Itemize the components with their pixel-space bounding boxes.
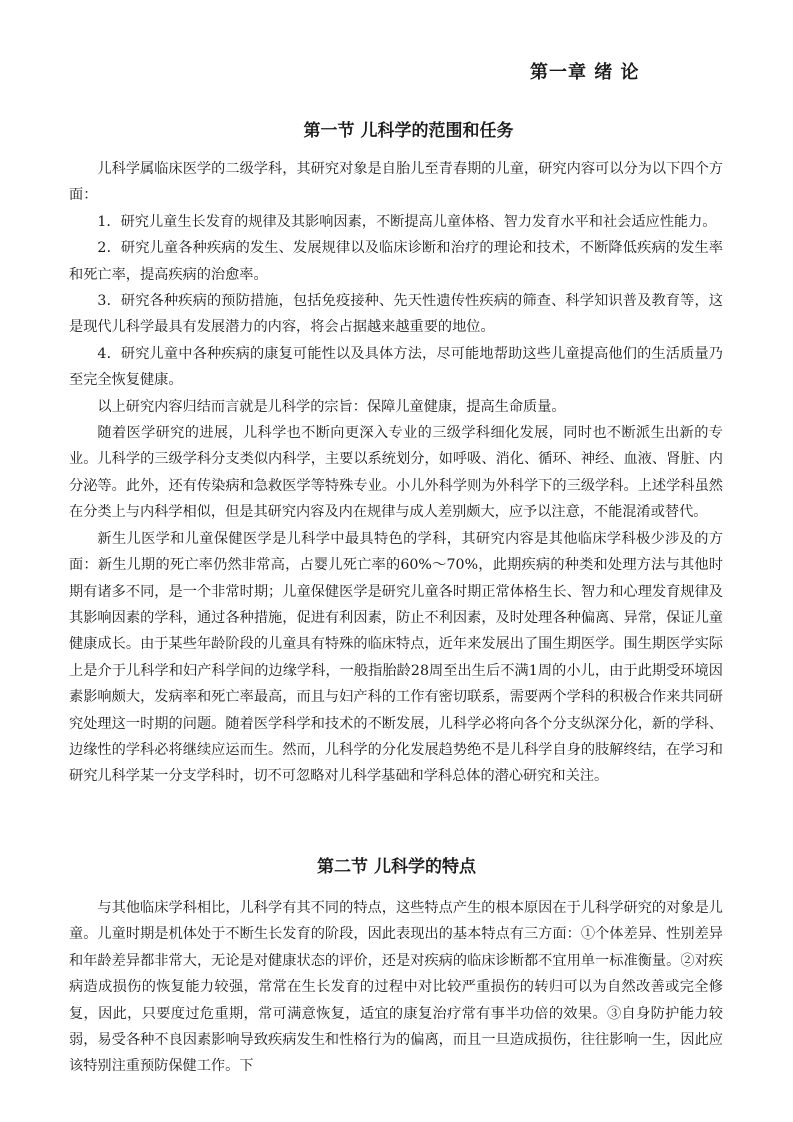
paragraph-intro: 儿科学属临床医学的二级学科，其研究对象是自胎儿至青春期的儿童，研究内容可以分为以下四个方面： bbox=[69, 161, 723, 204]
section-1-body bbox=[69, 156, 723, 790]
section-2-body bbox=[69, 895, 723, 1080]
section-1-title: 第一节 儿科学的范围和任务 bbox=[303, 121, 514, 141]
paragraph-item-3: 3．研究各种疾病的预防措施，包括免疫接种、先天性遗传性疾病的筛查、科学知识普及教育等，这是现代儿科学最具有发展潜力的内容，将会占据越来越重要的地位。 bbox=[69, 293, 723, 336]
paragraph-characteristics: 与其他临床学科相比，儿科学有其不同的特点，这些特点产生的根本原因在于儿科学研究的对象是儿童。儿童时期是机体处于不断生长发育的阶段，因此表现出的基本特点有三方面：①个体差异、性别差异和年龄差异都非常大，无论是对健康状态的评价，还是对疾病的临床诊断都不宜用单一标准衡量。②对疾病造成损伤的恢复能力较强，常常在生长发育的过程中对比较严重损伤的转归可以为自然改善或完全修复，因此，只要度过危重期，常可满意恢复，适宜的康复治疗常有事半功倍的效果。③自身防护能力较弱，易受各种不良因素影响导致疾病发生和性格行为的偏离，而且一旦造成损伤，往往影响一生，因此应该特别注重预防保健工作。下 bbox=[69, 900, 723, 1075]
paragraph-item-4: 4．研究儿童中各种疾病的康复可能性以及具体方法，尽可能地帮助这些儿童提高他们的生活质量乃至完全恢复健康。 bbox=[69, 345, 723, 389]
chapter-title: 第一章 绪 论 bbox=[530, 62, 640, 83]
paragraph-summary: 以上研究内容归结而言就是儿科学的宗旨：保障儿童健康，提高生命质量。 bbox=[97, 398, 566, 415]
paragraph-item-1: 1．研究儿童生长发育的规律及其影响因素，不断提高儿童体格、智力发育水平和社会适应性能力。 bbox=[97, 213, 717, 230]
paragraph-subspecialties: 随着医学研究的进展，儿科学也不断向更深入专业的三级学科细化发展，同时也不断派生出新的专业。儿科学的三级学科分支类似内科学，主要以系统划分，如呼吸、消化、循环、神经、血液、肾脏、内分泌等。此外，还有传染病和急救医学等特殊专业。小儿外科学则为外科学下的三级学科。上述学科虽然在分类上与内科学相似，但是其研究内容及内在规律与成人差别颇大，应予以注意，不能混淆或替代。 bbox=[69, 425, 723, 521]
paragraph-neonatal-health: 新生儿医学和儿童保健医学是儿科学中最具特色的学科，其研究内容是其他临床学科极少涉及的方面：新生儿期的死亡率仍然非常高，占婴儿死亡率的60%～70%，此期疾病的种类和处理方法与其他时期有诸多不同，是一个非常时期；儿童保健医学是研究儿童各时期正常体格生长、智力和心理发育规律及其影响因素的学科，通过各种措施，促进有利因素，防止不利因素，及时处理各种偏离、异常，保证儿童健康成长。由于某些年龄阶段的儿童具有特殊的临床特点，近年来发展出了围生期医学。围生期医学实际上是介于儿科学和妇产科学间的边缘学科，一般指胎龄28周至出生后不满1周的小儿，由于此期受环境因素影响颇大，发病率和死亡率最高，而且与妇产科的工作有密切联系，需要两个学科的积极合作来共同研究处理这一时期的问题。随着医学科学和技术的不断发展，儿科学必将向各个分支纵深分化，新的学科、边缘性的学科必将继续应运而生。然而，儿科学的分化发展趋势绝不是儿科学自身的肢解终结，在学习和研究儿科学某一分支学科时，切不可忽略对儿科学基础和学科总体的潜心研究和关注。 bbox=[69, 530, 723, 785]
section-2-title: 第二节 儿科学的特点 bbox=[317, 857, 476, 877]
paragraph-item-2: 2．研究儿童各种疾病的发生、发展规律以及临床诊断和治疗的理论和技术，不断降低疾病的发生率和死亡率，提高疾病的治愈率。 bbox=[69, 240, 723, 283]
